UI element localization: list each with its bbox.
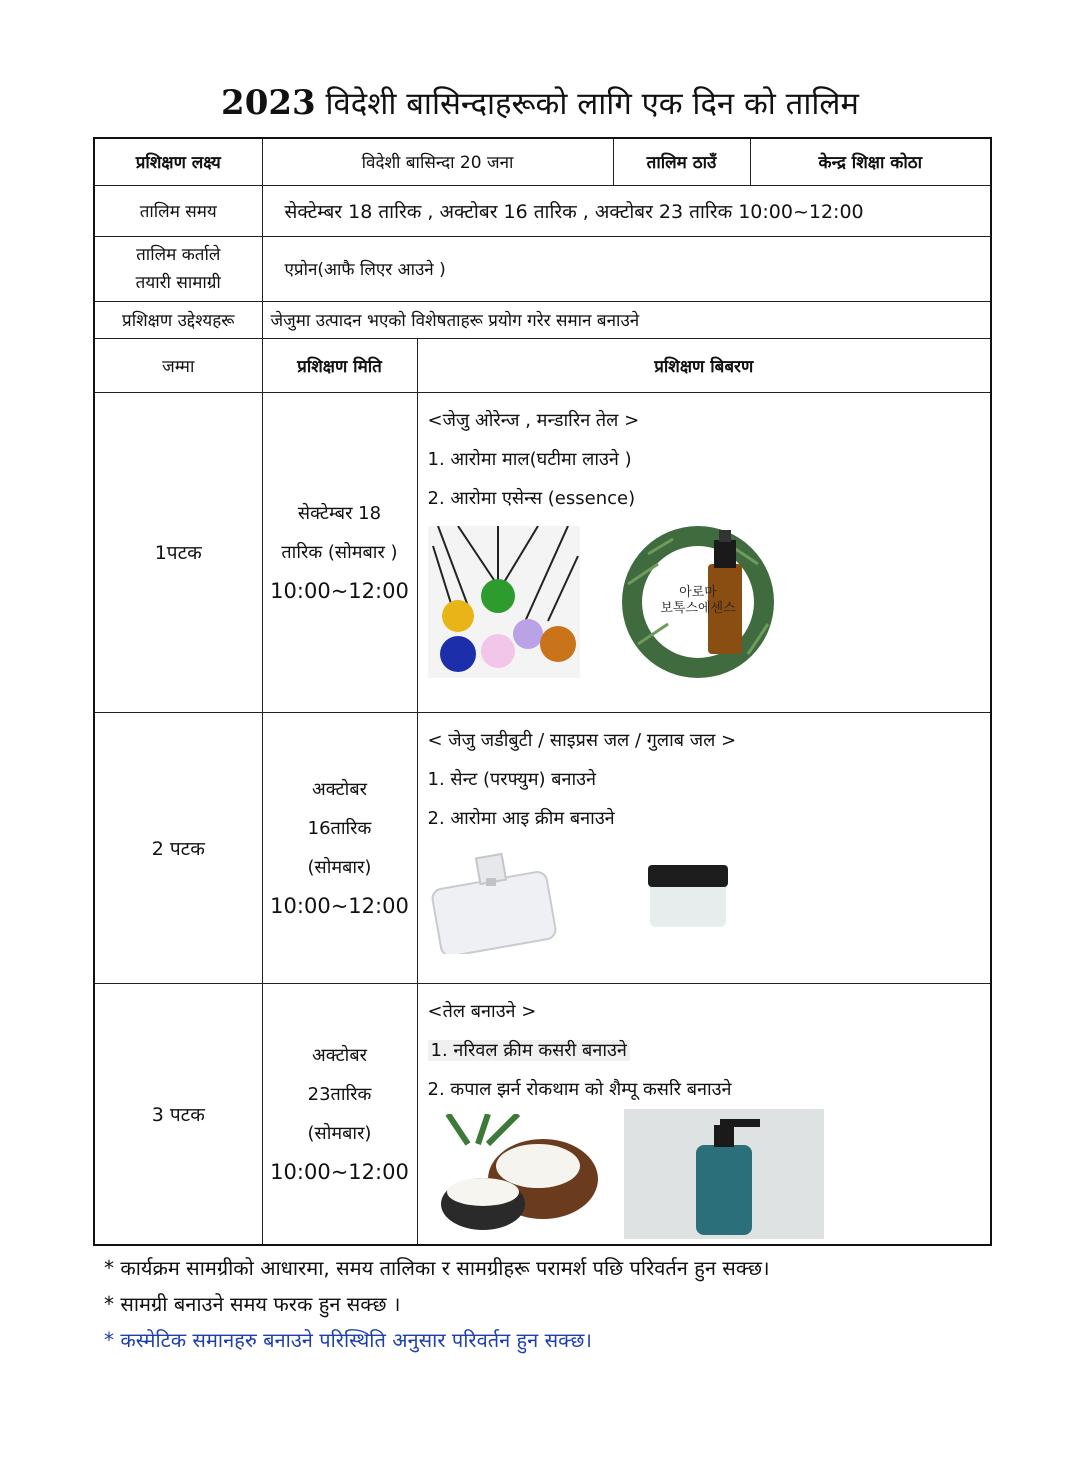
note-3: * कस्मेटिक समानहरु बनाउने परिस्थिति अनुसार परिवर्तन हुन सक्छ। [104,1328,592,1352]
materials-label [94,236,262,301]
time-row [94,185,991,236]
date-line: तारिक (सोमबार ) [281,541,398,563]
session-date [262,392,417,712]
notes [104,1250,770,1358]
time-value: सेक्टेम्बर 18 तारिक , अक्टोबर 16 तारिक , अक्टोबर 23 तारिक 10:00~12:00 [262,185,991,236]
session-date [262,712,417,983]
detail-item: 1. आरोमा माल(घटीमा लाउने ) [427,448,632,470]
detail-item: 2. आरोमा एसेन्स (essence) [427,487,636,509]
detail-item: 2. कपाल झर्न रोकथाम को शैम्पू कसरि बनाउने [427,1078,732,1100]
session-row-1 [94,392,991,712]
date-line: 16तारिक [307,817,372,839]
date-time: 10:00~12:00 [270,893,409,918]
materials-label-line-2: तयारी सामाग्री [135,272,221,293]
session-detail [417,712,991,983]
detail-item: 1. सेन्ट (परफ्युम) बनाउने [427,768,597,790]
perfume-bottle-image [428,844,568,954]
title-text: विदेशी बासिन्दाहरूको लागि एक दिन को तालिम [325,86,859,122]
detail-heading: <जेजु ओरेन्ज , मन्डारिन तेल > [427,409,640,431]
eye-cream-jar-image [630,859,730,939]
note-2: * सामग्री बनाउने समय फरक हुन सक्छ । [104,1292,401,1316]
session-label: 3 पटक [94,983,262,1245]
date-time: 10:00~12:00 [270,1159,409,1184]
page-title [0,82,1080,124]
materials-label-line-1: तालिम कर्ताले [136,244,221,265]
shampoo-bottle-image [624,1109,824,1239]
target-value: विदेशी बासिन्दा 20 जना [262,138,613,185]
objective-label: प्रशिक्षण उद्देश्यहरू [94,301,262,338]
essence-image-text: 아로마 [678,584,717,600]
materials-row [94,236,991,301]
place-value: केन्द्र शिक्षा कोठा [750,138,991,185]
date-line: 23तारिक [307,1083,372,1105]
objective-row [94,301,991,338]
session-row-3 [94,983,991,1245]
date-line: सेक्टेम्बर 18 [297,502,382,524]
note-1: * कार्यक्रम सामग्रीको आधारमा, समय तालिका र सामग्रीहरू परामर्श पछि परिवर्तन हुन सक्छ। [104,1256,770,1280]
highlighted-item: 1. नरिवल क्रीम कसरी बनाउने [428,1040,630,1061]
detail-item: 2. आरोमा आइ क्रीम बनाउने [427,807,615,829]
target-label: प्रशिक्षण लक्ष्य [94,138,262,185]
essence-image-text: 보톡스에센스 [659,600,736,616]
target-row [94,138,991,185]
materials-value: एप्रोन(आफै लिएर आउने ) [262,236,991,301]
session-label: 1पटक [94,392,262,712]
time-label: तालिम समय [94,185,262,236]
schedule-table [93,137,992,1246]
session-date [262,983,417,1245]
session-detail [417,392,991,712]
coconut-cream-image [428,1114,608,1234]
header-detail: प्रशिक्षण बिबरण [417,338,991,392]
title-year: 2023 [221,83,316,123]
header-date: प्रशिक्षण मिति [262,338,417,392]
date-time: 10:00~12:00 [270,578,409,603]
detail-images [428,844,981,954]
session-detail [417,983,991,1245]
place-label: तालिम ठाउँ [613,138,750,185]
objective-value: जेजुमा उत्पादन भएको विशेषताहरू प्रयोग गरेर समान बनाउने [262,301,991,338]
detail-images [428,1109,981,1239]
bottle-necklaces-image [428,526,580,678]
detail-heading: < जेजु जडीबुटी / साइप्रस जल / गुलाब जल > [427,729,737,751]
date-line: अक्टोबर [312,1044,367,1066]
header-total: जम्मा [94,338,262,392]
detail-item [428,1031,981,1070]
date-line: (सोमबार) [307,856,372,878]
date-line: (सोमबार) [307,1122,372,1144]
aroma-essence-image [618,524,818,680]
detail-heading: <तेल बनाउने > [427,1000,537,1022]
detail-images [428,524,981,680]
date-line: अक्टोबर [312,778,367,800]
header-row [94,338,991,392]
session-label: 2 पटक [94,712,262,983]
session-row-2 [94,712,991,983]
